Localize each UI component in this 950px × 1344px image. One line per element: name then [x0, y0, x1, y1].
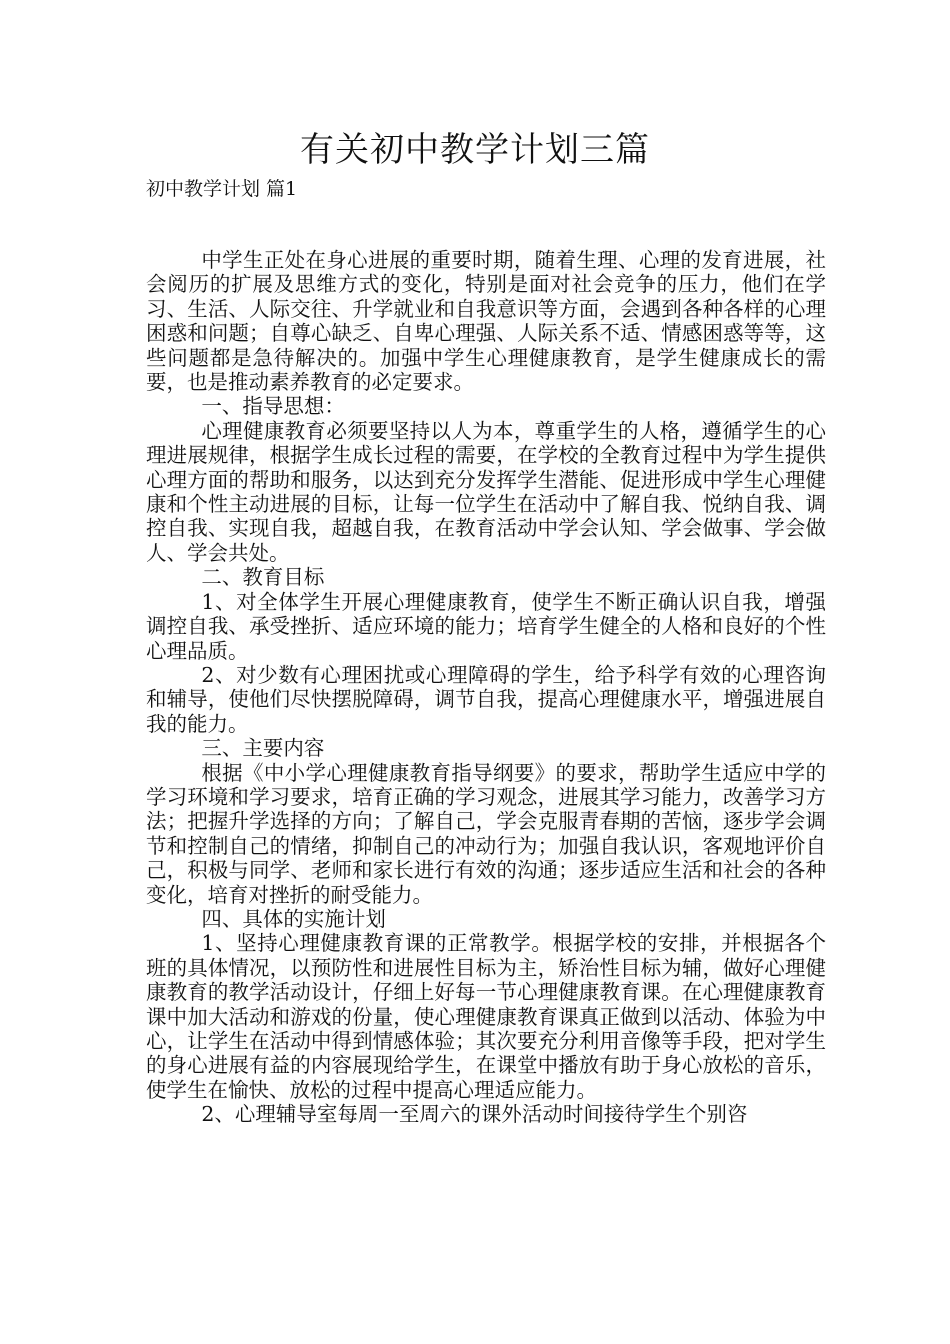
section-heading-main-content: 三、主要内容 — [201, 736, 325, 761]
section-heading-education-goals: 二、教育目标 — [201, 565, 325, 590]
document-body — [146, 248, 826, 1127]
main-content-paragraph: 根据《中小学心理健康教育指导纲要》的要求，帮助学生适应中学的学习环境和学习要求，培育正确的学习观念，进展其学习能力，改善学习方法；把握升学选择的方向；了解自己，学会克服青春期的苦恼，逐步学会调节和控制自己的情绪，抑制自己的冲动行为；加强自我认识，客观地评价自己，积极与同学、老师和家长进行有效的沟通；逐步适应生活和社会的各种变化，培育对挫折的耐受能力。 — [146, 760, 826, 907]
implementation-item-2-paragraph: 2、心理辅导室每周一至周六的课外活动时间接待学生个别咨 — [201, 1102, 748, 1127]
implementation-item-1-paragraph: 1、坚持心理健康教育课的正常教学。根据学校的安排，并根据各个班的具体情况，以预防性和进展性目标为主，矫治性目标为辅，做好心理健康教育的教学活动设计，仔细上好每一节心理健康教育课。在心理健康教育课中加大活动和游戏的份量，使心理健康教育课真正做到以活动、体验为中心，让学生在活动中得到情感体验；其次要充分利用音像等手段，把对学生的身心进展有益的内容展现给学生，在课堂中播放有助于身心放松的音乐，使学生在愉快、放松的过程中提高心理适应能力。 — [146, 931, 826, 1102]
intro-paragraph: 中学生正处在身心进展的重要时期，随着生理、心理的发育进展，社会阅历的扩展及思维方式的变化，特别是面对社会竞争的压力，他们在学习、生活、人际交往、升学就业和自我意识等方面，会遇到各种各样的心理困惑和问题；自尊心缺乏、自卑心理强、人际关系不适、情感困惑等等，这些问题都是急待解决的。加强中学生心理健康教育，是学生健康成长的需要，也是推动素养教育的必定要求。 — [146, 248, 826, 395]
section-heading-guiding-thought: 一、指导思想： — [201, 394, 345, 419]
document-title: 有关初中教学计划三篇 — [300, 130, 650, 170]
section-heading-implementation-plan: 四、具体的实施计划 — [201, 906, 386, 931]
document-subtitle: 初中教学计划 篇1 — [146, 178, 298, 200]
guiding-thought-paragraph: 心理健康教育必须要坚持以人为本，尊重学生的人格，遵循学生的心理进展规律，根据学生成长过程的需要，在学校的全教育过程中为学生提供心理方面的帮助和服务，以达到充分发挥学生潜能、促进形成中学生心理健康和个性主动进展的目标，让每一位学生在活动中了解自我、悦纳自我、调控自我、实现自我，超越自我，在教育活动中学会认知、学会做事、学会做人、学会共处。 — [146, 418, 826, 565]
education-goal-2-paragraph: 2、对少数有心理困扰或心理障碍的学生，给予科学有效的心理咨询和辅导，使他们尽快摆脱障碍，调节自我，提高心理健康水平，增强进展自我的能力。 — [146, 662, 826, 736]
education-goal-1-paragraph: 1、对全体学生开展心理健康教育，使学生不断正确认识自我，增强调控自我、承受挫折、适应环境的能力；培育学生健全的人格和良好的个性心理品质。 — [146, 589, 826, 663]
